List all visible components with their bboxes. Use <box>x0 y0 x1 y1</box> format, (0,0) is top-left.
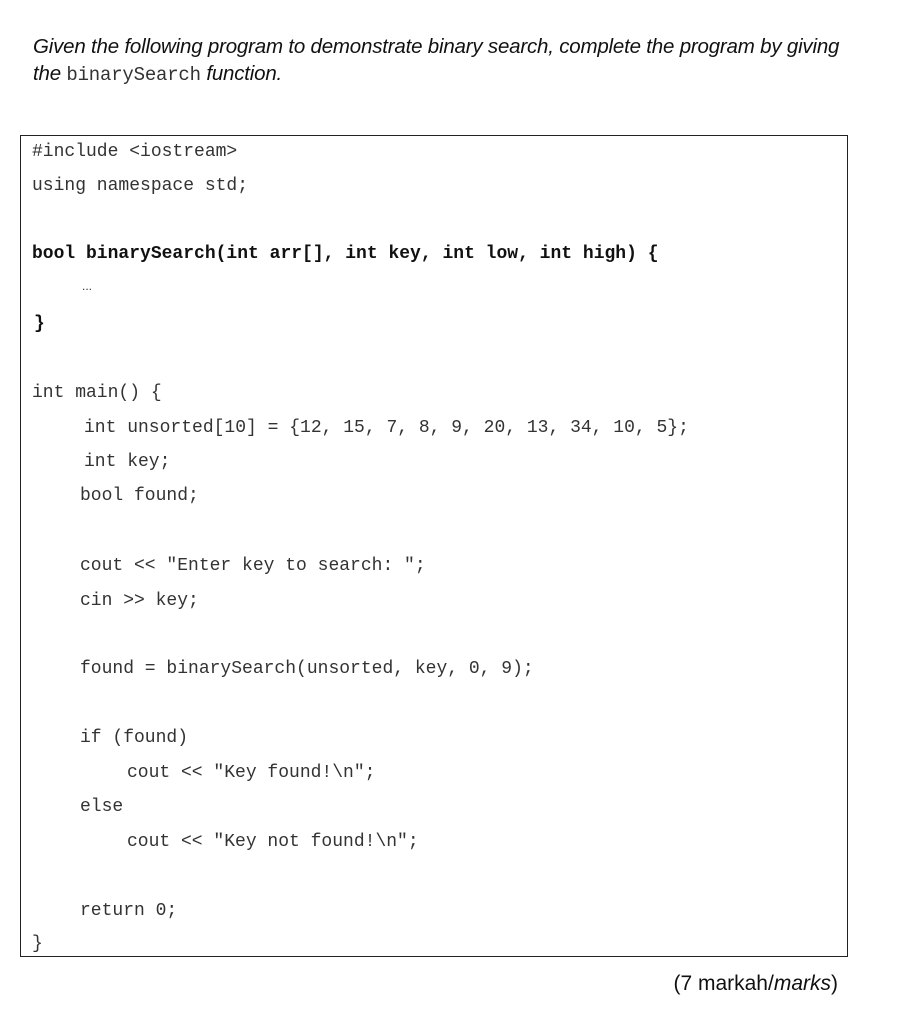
marks-close: ) <box>831 972 838 995</box>
code-line-return: return 0; <box>80 901 178 921</box>
code-line-read: cin >> key; <box>80 591 199 611</box>
marks-italic: marks <box>773 972 831 995</box>
code-line-include: #include <iostream> <box>32 142 238 162</box>
code-line-prompt: cout << "Enter key to search: "; <box>80 556 426 576</box>
code-box <box>20 135 848 957</box>
code-line-not-found-message: cout << "Key not found!\n"; <box>127 832 419 852</box>
marks-label <box>673 972 838 996</box>
code-line-else: else <box>80 797 124 817</box>
question-text <box>33 33 863 89</box>
code-line-using: using namespace std; <box>32 176 249 196</box>
function-name: binarySearch <box>66 64 201 86</box>
code-line-main: int main() { <box>32 383 162 403</box>
code-line-signature: bool binarySearch(int arr[], int key, int low, int high) { <box>32 244 659 264</box>
code-line-close-function: } <box>34 314 45 334</box>
code-line-found-declaration: bool found; <box>80 486 199 506</box>
code-line-array-declaration: int unsorted[10] = {12, 15, 7, 8, 9, 20, 13, 34, 10, 5}; <box>84 418 689 438</box>
code-line-key-declaration: int key; <box>84 452 171 472</box>
code-line-call: found = binarySearch(unsorted, key, 0, 9); <box>80 659 534 679</box>
code-line-if: if (found) <box>80 728 189 748</box>
code-ellipsis: ... <box>82 279 93 293</box>
question-text-before: Given the following program to demonstrate binary search, complete the program by giving the <box>33 35 840 85</box>
code-line-close-main: } <box>32 934 43 954</box>
question-text-after: function. <box>200 62 283 85</box>
code-line-found-message: cout << "Key found!\n"; <box>127 763 376 783</box>
marks-open: (7 markah/ <box>673 972 774 995</box>
